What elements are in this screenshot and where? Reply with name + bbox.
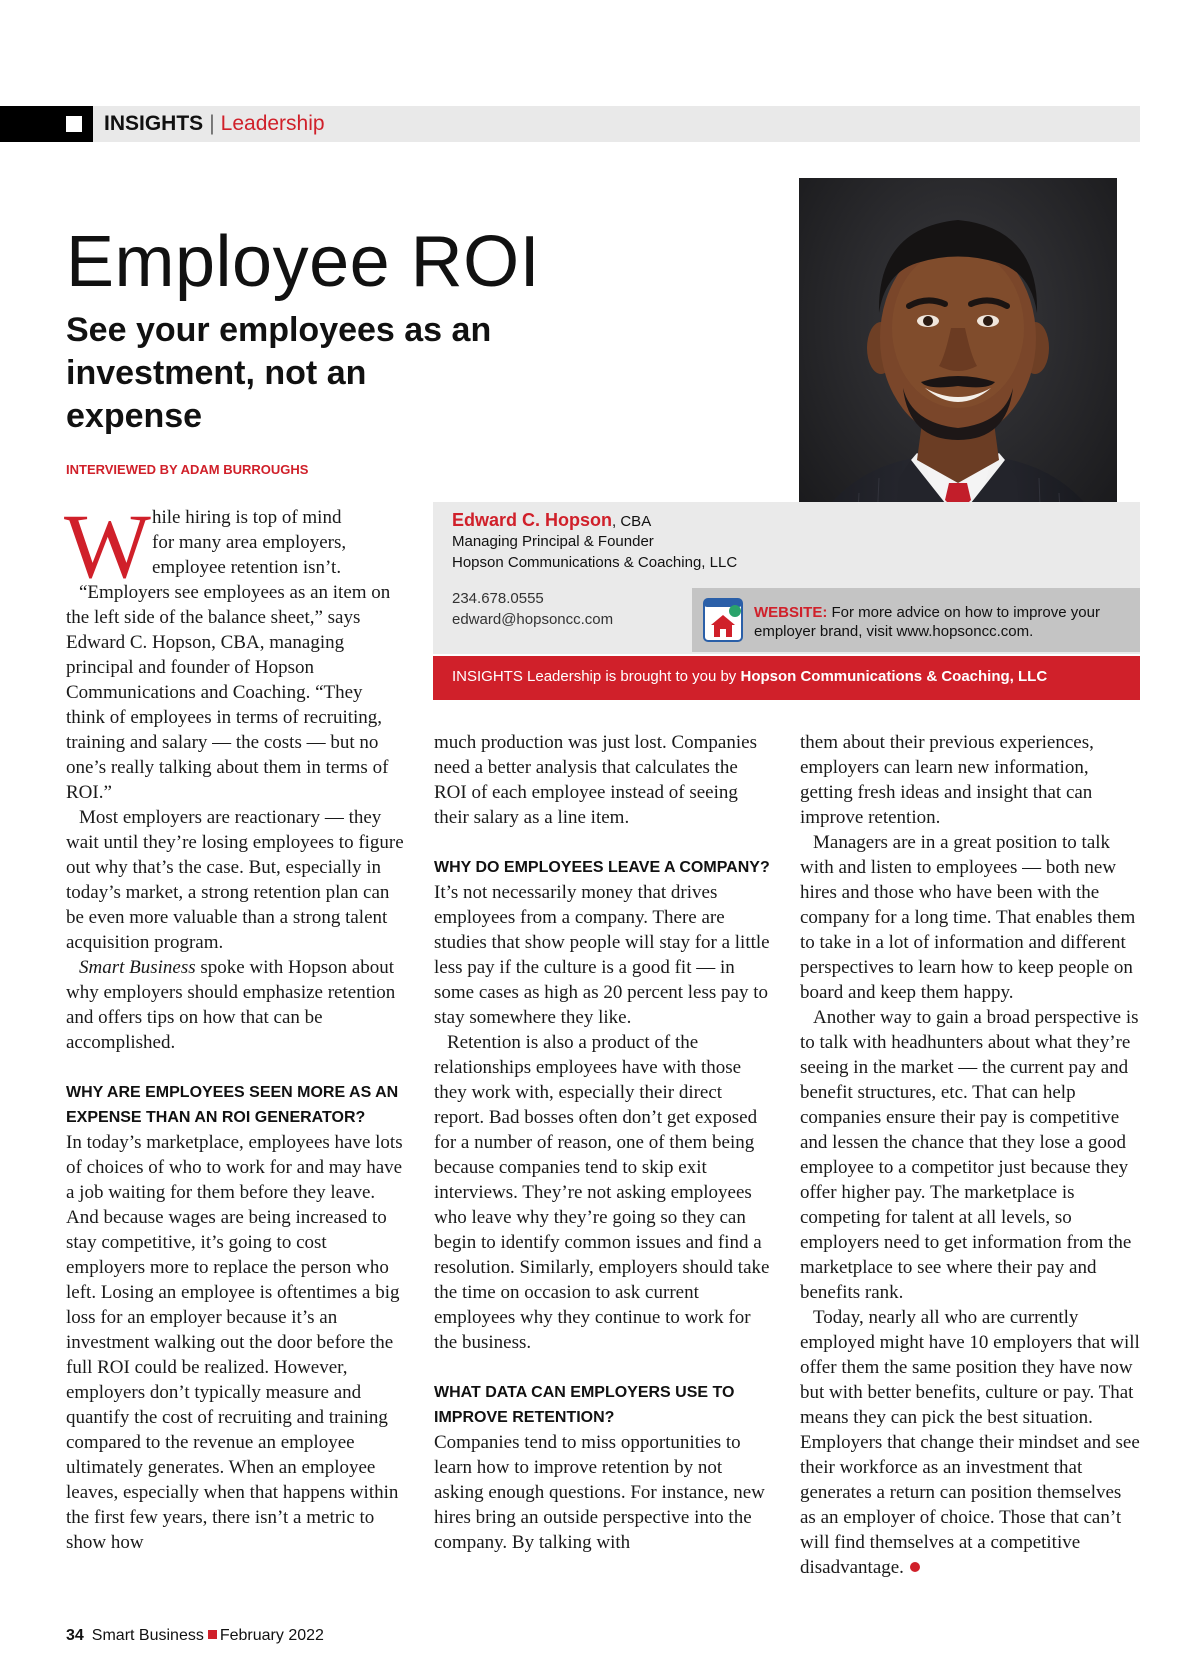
website-text	[754, 603, 1134, 641]
section-heading: WHY ARE EMPLOYEES SEEN MORE AS AN EXPENSE THAN AN ROI GENERATOR?	[66, 1084, 399, 1126]
paragraph-text: Today, nearly all who are currently employed might have 10 employers that will offer them the same position they have now but with better benefits, culture or pay. That means they can pick the best situation. Employers that change their mindset and see their workforce as an investment that generates a return can position themselves as an employer of choice. Those that can’t will find themselves at a competitive disadvantage.	[800, 1307, 1140, 1578]
website-label: WEBSITE:	[754, 604, 828, 621]
section-name: INSIGHTS	[104, 112, 204, 135]
article-column-2	[434, 730, 774, 1555]
paragraph	[66, 955, 405, 1055]
section-separator: |	[209, 112, 215, 135]
end-mark-icon	[910, 1562, 920, 1572]
article-subtitle: See your employees as an investment, not an expense	[66, 311, 492, 435]
lead-line-1: hile hiring is top of mind	[152, 507, 342, 528]
paragraph: Most employers are reactionary — they wait until they’re losing employees to figure out why that’s the case. But, especially in today’s market, a strong retention plan can be even more valuable than a strong talent acquisition program.	[66, 807, 404, 953]
issue-date: February 2022	[219, 1627, 324, 1644]
publication-name: Smart Business	[79, 957, 196, 978]
footer-square-icon	[208, 1630, 217, 1639]
section-heading: WHY DO EMPLOYEES LEAVE A COMPANY?	[434, 859, 770, 876]
paragraph: “Employers see employees as an item on the left side of the balance sheet,” says Edward C. Hopson, CBA, managing principal and founder of Hopson Communications and Coaching. “They think of employees in terms of recruiting, training and salary — the costs — but no one’s really talking about them in terms of ROI.”	[66, 582, 391, 803]
source-name-line	[452, 509, 651, 533]
source-email[interactable]: edward@hopsoncc.com	[452, 611, 614, 628]
website-description[interactable]: For more advice on how to improve your employer brand, visit www.hopsoncc.com.	[754, 604, 1100, 640]
paragraph: them about their previous experiences, employers can learn new information, getting fresh ideas and insight that can improve retention.	[800, 732, 1094, 828]
section-heading: WHAT DATA CAN EMPLOYERS USE TO IMPROVE RETENTION?	[434, 1384, 735, 1426]
lead-lines	[152, 505, 405, 580]
page-number: 34	[66, 1627, 84, 1644]
source-role: Managing Principal & Founder	[452, 533, 654, 550]
lead-line-3: employee retention isn’t.	[152, 557, 342, 578]
page-footer	[66, 1626, 324, 1646]
article-column-3	[800, 730, 1140, 1580]
sponsor-company: Hopson Communications & Coaching, LLC	[740, 668, 1048, 685]
publication-title: Smart Business	[91, 1627, 204, 1644]
paragraph	[800, 1305, 1140, 1580]
section-square-icon	[66, 116, 82, 132]
article-title: Employee ROI	[66, 222, 541, 302]
paragraph: Managers are in a great position to talk with and listen to employees — both new hires and those who have been with the company for a long time. That enables them to take in a lot of information and different perspectives to learn how to keep people on board and keep them happy.	[800, 832, 1136, 1003]
lead-line-2: for many area employers,	[152, 532, 347, 553]
section-label	[104, 112, 325, 136]
drop-cap: W	[64, 495, 151, 597]
source-company: Hopson Communications & Coaching, LLC	[452, 554, 738, 571]
subsection-name: Leadership	[220, 112, 325, 135]
article-column-1	[66, 580, 405, 1555]
paragraph: Another way to gain a broad perspective is to talk with headhunters about what they’re seeing in the market — the current pay and benefit structures, etc. That can help companies ensure their pay is competitive and lessen the chance that they lose a good employee to a competitor just because they offer higher pay. The marketplace is competing for talent at all levels, so employers need to get information from the marketplace to see where their pay and benefits rank.	[800, 1007, 1139, 1303]
sponsor-text	[452, 667, 1047, 687]
paragraph-text: spoke with Hopson about why employers should emphasize retention and offers tips on how that can be accomplished.	[66, 957, 396, 1053]
paragraph: much production was just lost. Companies need a better analysis that calculates the ROI of each employee instead of seeing their salary as a line item.	[434, 732, 757, 828]
source-phone: 234.678.0555	[452, 590, 544, 607]
source-credential: , CBA	[612, 513, 652, 530]
source-name: Edward C. Hopson	[452, 510, 613, 530]
byline: INTERVIEWED BY ADAM BURROUGHS	[66, 462, 309, 477]
paragraph: Retention is also a product of the relationships employees have with those they work with, especially their direct report. Bad bosses often don’t get exposed for a number of reason, one of them being because companies tend to skip exit interviews. They’re not asking employees who leave why they’re going so they can begin to identify common issues and find a resolution. Similarly, employers should take the time on occasion to ask current employees why they continue to work for the business.	[434, 1032, 770, 1353]
paragraph: It’s not necessarily money that drives employees from a company. There are studies that show people will stay for a little less pay if the culture is a good fit — in some cases as high as 20 percent less pay to stay somewhere they like.	[434, 882, 770, 1028]
paragraph: In today’s marketplace, employees have lots of choices of who to work for and may have a job waiting for them before they leave. And because wages are being increased to stay competitive, it’s going to cost employers more to replace the person who left. Losing an employee is oftentimes a big loss for an employer because it’s an investment walking out the door before the full ROI could be realized. However, employers don’t typically measure and quantify the cost of recruiting and training compared to the revenue an employee ultimately generates. When an employee leaves, especially when that happens within the first few years, there isn’t a metric to show how	[66, 1132, 403, 1553]
paragraph: Companies tend to miss opportunities to learn how to improve retention by not asking enough questions. For instance, new hires bring an outside perspective into the company. By talking with	[434, 1432, 765, 1553]
sponsor-prefix: INSIGHTS Leadership is brought to you by	[452, 668, 737, 685]
website-house-icon	[702, 597, 744, 643]
